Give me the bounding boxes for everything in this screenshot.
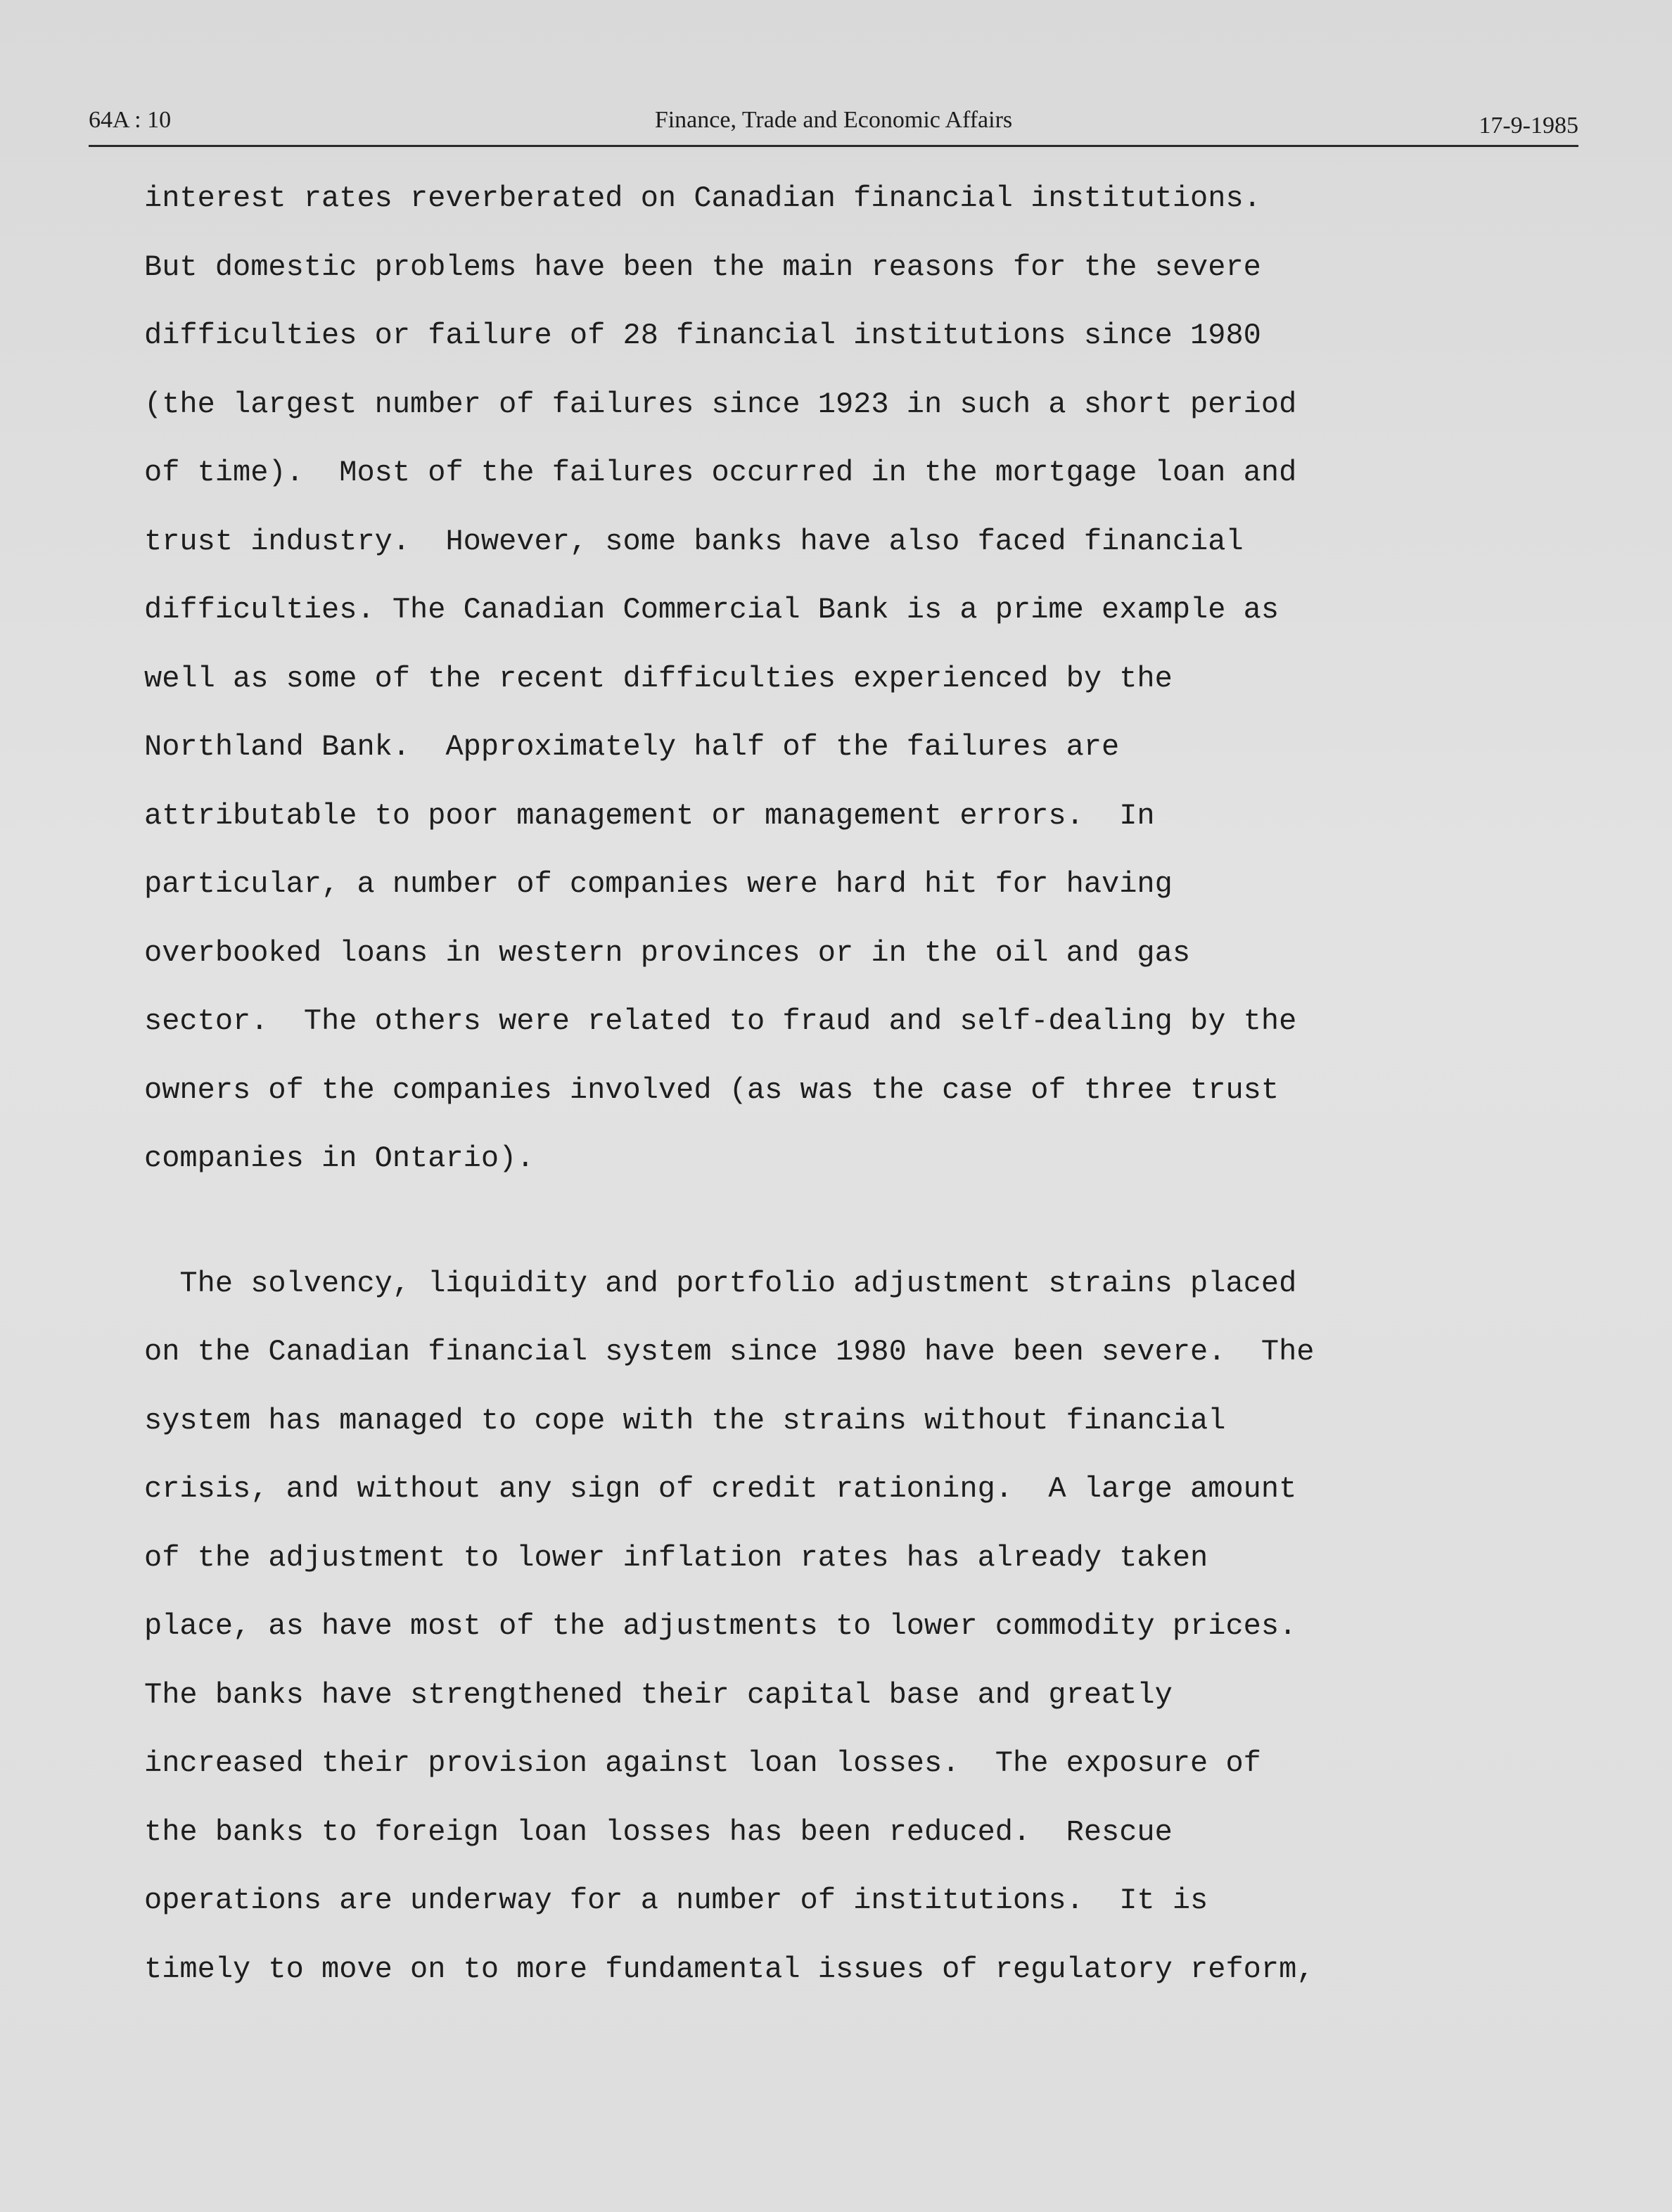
- text-line: The banks have strengthened their capital base and greatly: [144, 1677, 1173, 1712]
- text-line: trust industry. However, some banks have also faced financial: [144, 524, 1244, 558]
- text-line: difficulties. The Canadian Commercial Bank is a prime example as: [144, 593, 1279, 627]
- text-line: The solvency, liquidity and portfolio adjustment strains placed: [144, 1266, 1297, 1300]
- text-line: (the largest number of failures since 1923 in such a short period: [144, 387, 1297, 421]
- text-line: the banks to foreign loan losses has been reduced. Rescue: [144, 1815, 1173, 1849]
- paragraph-1: [144, 174, 1579, 1203]
- text-line: attributable to poor management or management errors. In: [144, 798, 1155, 833]
- text-line: But domestic problems have been the main reasons for the severe: [144, 250, 1261, 284]
- running-title: Finance, Trade and Economic Affairs: [654, 107, 1013, 133]
- text-line: interest rates reverberated on Canadian financial institutions.: [144, 181, 1261, 215]
- text-line: on the Canadian financial system since 1980 have been severe. The: [144, 1335, 1315, 1369]
- text-line: system has managed to cope with the strains without financial: [144, 1403, 1226, 1438]
- text-line: place, as have most of the adjustments to lower commodity prices.: [144, 1609, 1297, 1643]
- header-date: 17-9-1985: [1479, 113, 1578, 139]
- text-line: particular, a number of companies were hard hit for having: [144, 867, 1173, 901]
- paragraph-spacer: [144, 1203, 1579, 1260]
- text-line: timely to move on to more fundamental issues of regulatory reform,: [144, 1952, 1315, 1986]
- text-line: crisis, and without any sign of credit rationing. A large amount: [144, 1472, 1297, 1506]
- page-number: 64A : 10: [89, 107, 172, 133]
- text-line: operations are underway for a number of institutions. It is: [144, 1884, 1208, 1917]
- text-line: overbooked loans in western provinces or in the oil and gas: [144, 935, 1191, 970]
- text-line: sector. The others were related to fraud and self-dealing by the: [144, 1004, 1297, 1038]
- page-header: [89, 106, 1578, 147]
- body-text: [144, 174, 1579, 2014]
- paragraph-2: [144, 1260, 1579, 2014]
- text-line: well as some of the recent difficulties experienced by the: [144, 661, 1173, 696]
- text-line: owners of the companies involved (as was the case of three trust: [144, 1073, 1279, 1107]
- text-line: of time). Most of the failures occurred in the mortgage loan and: [144, 456, 1297, 490]
- text-line: difficulties or failure of 28 financial institutions since 1980: [144, 319, 1261, 352]
- text-line: Northland Bank. Approximately half of the failures are: [144, 730, 1120, 764]
- text-line: companies in Ontario).: [144, 1142, 535, 1175]
- text-line: increased their provision against loan losses. The exposure of: [144, 1746, 1261, 1780]
- text-line: of the adjustment to lower inflation rates has already taken: [144, 1540, 1208, 1575]
